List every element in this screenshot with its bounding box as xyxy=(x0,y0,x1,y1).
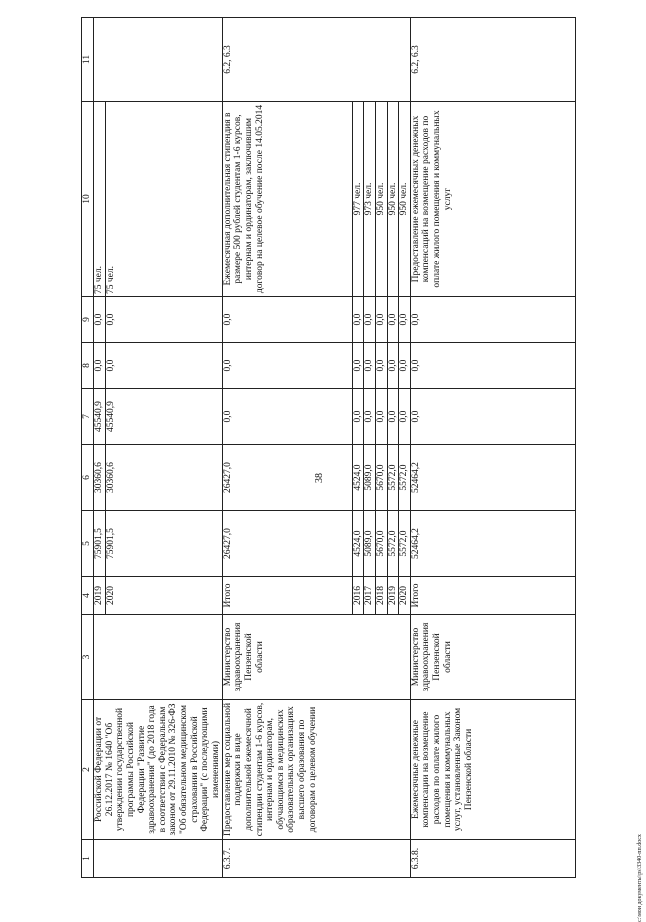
value-cell: 52464,2 xyxy=(410,445,575,511)
program-measures-table xyxy=(81,17,576,878)
header-row xyxy=(82,18,94,878)
value-cell: 75901,5 xyxy=(94,511,106,577)
header-cell: 8 xyxy=(82,343,94,389)
indicator-cell: 950 чел. xyxy=(375,102,387,297)
value-cell: 0,0 xyxy=(375,343,387,389)
measure-name-text: Предоставление мер социальной поддержки в виде дополнительной ежемесячной стипендии студентам 1-6 курсов, интернам и ординаторам, обучающимся в медицинских образовательных организациях высшего образования по договорам о целевом обучении xyxy=(222,700,410,840)
executor-cell: Министерство здравоохранения Пензенской области xyxy=(410,615,575,700)
header-cell: 11 xyxy=(82,18,94,102)
value-cell: 45540,9 xyxy=(94,389,106,445)
year-cell: 2018 xyxy=(375,577,387,615)
value-cell: 0,0 xyxy=(387,343,399,389)
measure-name-text: Ежемесячные денежные компенсации на возмещение расходов по оплате жилого помещения и коммунальных услуг, установленные Законом Пензенской области xyxy=(410,700,575,840)
value-cell: 0,0 xyxy=(387,389,399,445)
indicator-cell: Ежемесячная дополнительная стипендия в размере 500 рублей студентам 1-6 курсов, интернам и ординаторам, заключившим договор на целевое обучение после 14.05.2014 xyxy=(222,102,352,297)
value-cell: 5670,0 xyxy=(375,445,387,511)
value-cell: 0,0 xyxy=(222,297,352,343)
row-number-cell: 6.3.8. xyxy=(410,840,575,878)
table-row xyxy=(94,18,106,878)
value-cell: 0,0 xyxy=(352,343,364,389)
value-cell: 5572,0 xyxy=(387,445,399,511)
value-cell: 0,0 xyxy=(364,389,376,445)
header-cell: 1 xyxy=(82,840,94,878)
executor-cell xyxy=(94,615,223,700)
header-cell: 2 xyxy=(82,700,94,840)
value-cell: 0,0 xyxy=(364,343,376,389)
value-cell: 45540,9 xyxy=(105,389,222,445)
value-cell: 0,0 xyxy=(399,297,411,343)
indicator-cell: 977 чел. xyxy=(352,102,364,297)
year-cell: 2016 xyxy=(352,577,364,615)
value-cell: 52464,2 xyxy=(410,511,575,577)
ref-cell xyxy=(94,18,223,102)
legal-basis-text: Российской Федерации от 26.12.2017 № 1640 "Об утверждении государственной программы Российской Федерации "Развитие здравоохранения" (до 2018 года в соответствии с Федеральным законом от 29.11.2010 № 326-ФЗ "Об обязательном медицинском страховании в Российской Федерации" (с последующими изменениями) xyxy=(94,700,223,840)
value-cell: 5670,0 xyxy=(375,511,387,577)
value-cell: 0,0 xyxy=(399,389,411,445)
header-cell: 4 xyxy=(82,577,94,615)
value-cell: 4524,0 xyxy=(352,511,364,577)
value-cell: 0,0 xyxy=(364,297,376,343)
ref-cell: 6.2, 6.3 xyxy=(222,18,410,102)
value-cell: 0,0 xyxy=(352,389,364,445)
header-cell: 9 xyxy=(82,297,94,343)
header-cell: 10 xyxy=(82,102,94,297)
value-cell: 0,0 xyxy=(410,297,575,343)
ref-cell: 6.2, 6.3 xyxy=(410,18,575,102)
header-cell: 3 xyxy=(82,615,94,700)
rotated-table-container xyxy=(81,18,576,878)
value-cell: 26427,0 xyxy=(222,445,352,511)
indicator-cell: 950 чел. xyxy=(387,102,399,297)
value-cell: 0,0 xyxy=(375,389,387,445)
indicator-cell: 75 чел. xyxy=(105,102,222,297)
value-cell: 5572,0 xyxy=(399,445,411,511)
year-cell: Итого xyxy=(222,577,352,615)
row-number-cell xyxy=(94,840,223,878)
footer-file-path: c:\мои документы\ps\3340-пп.docx xyxy=(637,834,643,922)
value-cell: 5572,0 xyxy=(399,511,411,577)
table-row xyxy=(410,18,575,878)
value-cell: 0,0 xyxy=(105,343,222,389)
indicator-cell: 973 чел. xyxy=(364,102,376,297)
year-cell: 2019 xyxy=(94,577,106,615)
indicator-cell: 950 чел. xyxy=(399,102,411,297)
value-cell: 75901,5 xyxy=(105,511,222,577)
header-cell: 7 xyxy=(82,389,94,445)
year-cell: 2017 xyxy=(364,577,376,615)
value-cell: 0,0 xyxy=(352,297,364,343)
value-cell: 30360,6 xyxy=(105,445,222,511)
indicator-cell: Предоставление ежемесячных денежных компенсаций на возмещение расходов по оплате жилого помещения и коммунальных услуг xyxy=(410,102,575,297)
value-cell: 0,0 xyxy=(410,343,575,389)
value-cell: 0,0 xyxy=(387,297,399,343)
table-row xyxy=(222,18,352,878)
value-cell: 5089,0 xyxy=(364,445,376,511)
value-cell: 0,0 xyxy=(222,389,352,445)
year-cell: 2019 xyxy=(387,577,399,615)
page-number: 38 xyxy=(314,473,325,483)
value-cell: 4524,0 xyxy=(352,445,364,511)
value-cell: 0,0 xyxy=(410,389,575,445)
value-cell: 26427,0 xyxy=(222,511,352,577)
value-cell: 0,0 xyxy=(94,297,106,343)
year-cell: Итого xyxy=(410,577,575,615)
header-cell: 6 xyxy=(82,445,94,511)
value-cell: 0,0 xyxy=(105,297,222,343)
year-cell: 2020 xyxy=(105,577,222,615)
value-cell: 0,0 xyxy=(399,343,411,389)
header-cell: 5 xyxy=(82,511,94,577)
executor-cell: Министерство здравоохранения Пензенской области xyxy=(222,615,410,700)
value-cell: 30360,6 xyxy=(94,445,106,511)
value-cell: 5089,0 xyxy=(364,511,376,577)
value-cell: 0,0 xyxy=(375,297,387,343)
row-number-cell: 6.3.7. xyxy=(222,840,410,878)
indicator-cell: 75 чел. xyxy=(94,102,106,297)
value-cell: 5572,0 xyxy=(387,511,399,577)
year-cell: 2020 xyxy=(399,577,411,615)
value-cell: 0,0 xyxy=(94,343,106,389)
value-cell: 0,0 xyxy=(222,343,352,389)
